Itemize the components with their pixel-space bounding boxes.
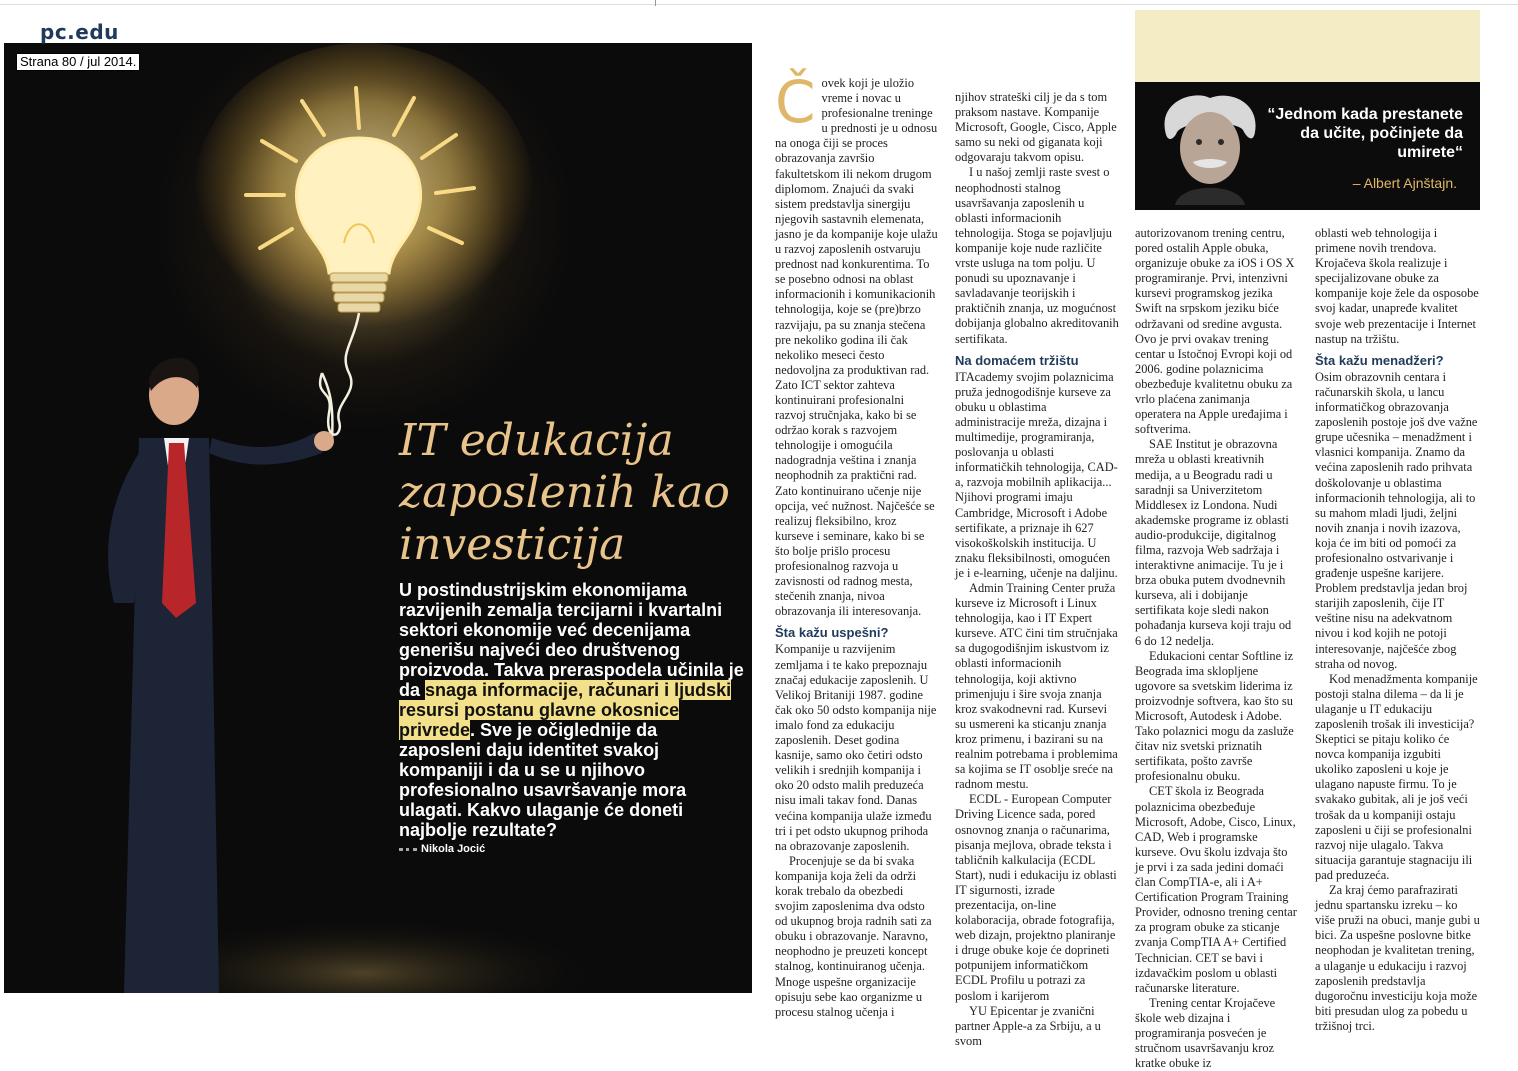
article-headline: IT edukacija zaposlenih kao investicija xyxy=(399,415,730,570)
paragraph: Admin Training Center pruža kurseve iz Microsoft i Linux tehnologija, kao i IT Expert kurseve. ATC čini tim stručnjaka sa dugogodišnjim iskustvom iz oblasti informacionih tehnologija, koji aktivno primenjuju i šire svoja znanja kroz svakodnevni rad. Kursevi su usmereni ka sticanju znanja kroz primenu, i bazirani su na realnim potrebama i problemima sa kojima se IT osoblje sreće na radnom mestu. xyxy=(955,581,1118,792)
paragraph: ECDL - European Computer Driving Licence sada, pored osnovnog znanja o računarima, pisanja mejlova, obrade teksta i tabličnih kalkulacija (ECDL Start), nudi i edukaciju iz oblasti IT sigurnosti, izrade prezentacija, on-line kolaboracija, obrade fotografija, web dizajn, projektno planiranje i druge obuke koje će doprineti potpunijem informatičkom ECDL Profilu u potrazi za poslom i karijerom xyxy=(955,792,1117,1003)
text-column-3 xyxy=(1135,226,1298,1071)
quote-box xyxy=(1135,10,1480,210)
drop-cap: Č xyxy=(775,68,816,136)
top-rule xyxy=(0,4,1518,5)
paragraph: Trening centar Krojačeve škole web dizajna i programiranja posvećen je stručnom usavršavanju kroz kratke obuke iz xyxy=(1135,995,1276,1071)
quote-box-header xyxy=(1135,10,1480,82)
paragraph: ovek koji je uložio vreme i novac u profesionalne treninge u prednosti je u odnosu na onoga čiji se proces obrazovanja završio fakultetskom ili nekom drugom diplomom. Znajući da svaki sistem predstavlja sinergiju njegovih sastavnih elemenata, jasno je da kompanije koje ulažu u razvoj zaposlenih ostvaruju prednost nad konkurentima. To se posebno odnosi na oblast informacionih i komunikacionih tehnologija, koje se (pre)brzo razvijaju, pa su znanja stečena pre nekoliko godina ili čak nekoliko meseci često nedovoljna za produktivan rad. Zato ICT sektor zahteva kontinuirani profesionalni razvoj stručnjaka, kako bi se održao korak s razvojem tehnologije i omogućila nadogradnja veština i znanja neophodnih za praktični rad. Zato kontinuirano učenje nije opcija, već nužnost. Najčešće se realizuj fleksibilno, kroz kurseve i seminare, kako bi se što bolje prišlo procesu profesionalnog razvoja u zavisnosti od radnog mesta, stečenih znanja, nivoa obrazovanja ili interesovanja. xyxy=(775,76,938,619)
paragraph: SAE Institut je obrazovna mreža u oblasti kreativnih medija, a u Beogradu radi u saradnji sa Univerzitetom Middlesex iz Londona. Nudi akademske programe iz oblasti audio-produkcije, digitalnog filma, razvoja Web sadržaja i interaktivne animacije. Tu je i brza obuka putem dvodnevnih kurseva, ali i dobijanje sertifikata koje sledi nakon pohađanja kurseva koji traju od 6 do 12 nedelja. xyxy=(1135,437,1292,648)
paragraph: oblasti web tehnologija i primene novih trendova. Krojačeva škola realizuje i specijalizovane obuke za kompanije koje žele da osposobe svoj kadar, unapređe kvalitet svoje web prezentacije i Internet nastup na tržištu. xyxy=(1315,226,1479,346)
article-lead xyxy=(399,580,744,840)
paragraph: ITAcademy svojim polaznicima pruža jednogodišnje kurseve za obuku u oblastima administracije mreža, dizajna i multimedije, programiranja, poslovanja u oblasti informatičkih tehnologija, CAD-a, razvoja mobilnih aplikacija... Njihovi programi imaju Cambridge, Microsoft i Adobe sertifikate, a priznaje ih 627 visokoškolskih institucija. U znaku fleksibilnosti, omogućen je i e-learning, učenje na daljinu. xyxy=(955,369,1118,580)
paragraph: CET škola iz Beograda polaznicima obezbeđuje Microsoft, Adobe, Cisco, Linux, CAD, Web i programske kurseve. Ovu školu izdvaja što je prvi i za sada jedini domaći član CompTIA-e, ali i A+ Certification Program Training Provider, odnosno trening centar za program obuke za sticanje zvanja CompTIA A+ Certified Technician. CET se bavi i izdavačkim poslom u oblasti računarske literature. xyxy=(1135,784,1297,995)
paragraph: Kompanije u razvijenim zemljama i te kako prepoznaju značaj edukacije zaposlenih. U Velikoj Britaniji 1987. godine čak oko 50 odsto kompanija nije imalo fond za edukaciju zaposlenih. Deset godina kasnije, samo oko četiri odsto velikih i srednjih kompanija i oko 20 odsto malih preduzeća nisu imali takav fond. Danas većina kompanija ulaže između tri i pet odsto ukupnog prihoda na obrazovanje zaposlenih. xyxy=(775,642,937,853)
text-column-4 xyxy=(1315,226,1480,1034)
portrait-image xyxy=(1155,90,1265,205)
lead-text-end: . Sve je očiglednije da zaposleni daju identitet svakoj kompaniji i da u se u njihovo profesionalno usavršavanje mora ulagati. Kakvo ulaganje će doneti najbolje rezultate? xyxy=(399,720,687,840)
lead-text: U postindustrijskim ekonomijama razvijenih zemalja tercijarni i kvartalni sektori ekonomije već decenijama generišu najveći deo društvenog proizvoda. Takva preraspodela učinila je da xyxy=(399,580,744,700)
paragraph: Kod menadžmenta kompanije postoji stalna dilema – da li je ulaganje u IT edukaciju zaposlenih trošak ili investicija? Skeptici se pitaju koliko će novca kompanija izgubiti ukoliko zaposleni u koje je ulagano napuste firmu. To je svakako gubitak, ali je još veći trošak da u kompaniji ostaju zaposleni u čiji se profesionalni razvoj nije ulagalo. Takva situacija garantuje stagnaciju ili pad preduzeća. xyxy=(1315,671,1478,882)
section-heading: Šta kažu uspešni? xyxy=(775,625,889,641)
quote-author: – Albert Ajnštajn. xyxy=(1352,175,1457,191)
paragraph: YU Epicentar je zvanični partner Apple-a za Srbiju, a u svom xyxy=(955,1003,1101,1048)
byline-mark xyxy=(399,848,417,851)
paragraph: I u našoj zemlji raste svest o neophodnosti stalnog usavršavanja zaposlenih u oblasti informacionih tehnologija. Stoga se pojavljuju kompanije koje nude različite vrste usluga na tom polju. U ponudi su upoznavanje i savladavanje teorijskih i praktičnih znanja, uz mogućnost dobijanja globalno akreditovanih sertifikata. xyxy=(955,165,1119,346)
paragraph: Za kraj ćemo parafrazirati jednu spartansku izreku – ko više pruži na obuci, manje gubi u bici. Za uspešne poslovne bitke neophodan je kvalitetan trening, a ulaganje u edukaciju i razvoj zaposlenih predstavlja dugoročnu investiciju koja može biti presudan ulog za pobedu u tržišnoj trci. xyxy=(1315,883,1480,1033)
quote-text: “Jednom kada prestanete da učite, počinjete da umirete“ xyxy=(1267,106,1463,161)
businessman-figure xyxy=(108,358,334,993)
paragraph: njihov strateški cilj je da s tom praksom nastave. Kompanije Microsoft, Google, Cisco, Apple samo su neki od giganata koji odgovaraju takvom opisu. xyxy=(955,90,1117,165)
section-heading: Na domaćem tržištu xyxy=(955,352,1079,368)
paragraph: Procenjuje se da bi svaka kompanija koja želi da održi korak trebalo da obezbedi svojim zaposlenima dva odsto od ukupnog broja radnih sati za obuku i obrazovanje. Naravno, neophodno je preuzeti koncept stalnog, kontinuiranog učenja. Mnoge uspešne organizacije opisuju sebe kao organizme u procesu stalnog učenja i xyxy=(775,853,932,1019)
text-column-1 xyxy=(775,68,938,1020)
text-column-2 xyxy=(955,90,1119,1049)
author-name: Nikola Jocić xyxy=(421,843,486,855)
lead-highlight: snaga informacije, računari i ljudski resursi postanu glavne okosnice privrede xyxy=(399,680,732,740)
top-tick xyxy=(655,0,656,6)
section-heading: Šta kažu menadžeri? xyxy=(1315,352,1444,368)
paragraph: autorizovanom trening centru, pored ostalih Apple obuka, organizuje obuke za iOS i OS X programiranje. Prvi, intenzivni kursevi programskog jezika Swift na srpskom jeziku biće održavani od sredine avgusta. Ovo je prvi ovakav trening centar u Istočnoj Evropi koji od 2006. godine polaznicima obezbeđuje kvalitetnu obuku za vrlo plaćena zanimanja operatera na Apple uređajima i softverima. xyxy=(1135,226,1295,437)
page-info: Strana 80 / jul 2014. xyxy=(16,53,140,71)
paragraph: Edukacioni centar Softline iz Beograda ima sklopljene ugovore sa svetskim liderima iz proizvodnje softvera, kao što su Microsoft, Autodesk i Adobe. Tako polaznici mogu da zasluže čitav niz svetski priznatih sertifikata, pošto završe profesionalnu obuku. xyxy=(1135,648,1294,784)
paragraph: Osim obrazovnih centara i računarskih škola, u lancu informatičkog obrazovanja zaposlenih postoje još dve važne grupe učesnika – menadžment i vlasnici kompanija. Znamo da većina zaposlenih rado prihvata doškolovanje u oblastima informacionih tehnologija, ali to su mahom mladi ljudi, željni novih znanja i novih izazova, koja će im biti od pomoći za profesionalno ostvarivanje i građenje uspešne karijere. Problem predstavlja jedan broj starijih zaposlenih, čije IT veštine nisu na adekvatnom nivou i kod kojih ne potoji interesovanje, najčešće zbog straha od novog. xyxy=(1315,369,1478,671)
byline xyxy=(399,843,485,855)
magazine-brand: pc.edu xyxy=(40,20,119,44)
